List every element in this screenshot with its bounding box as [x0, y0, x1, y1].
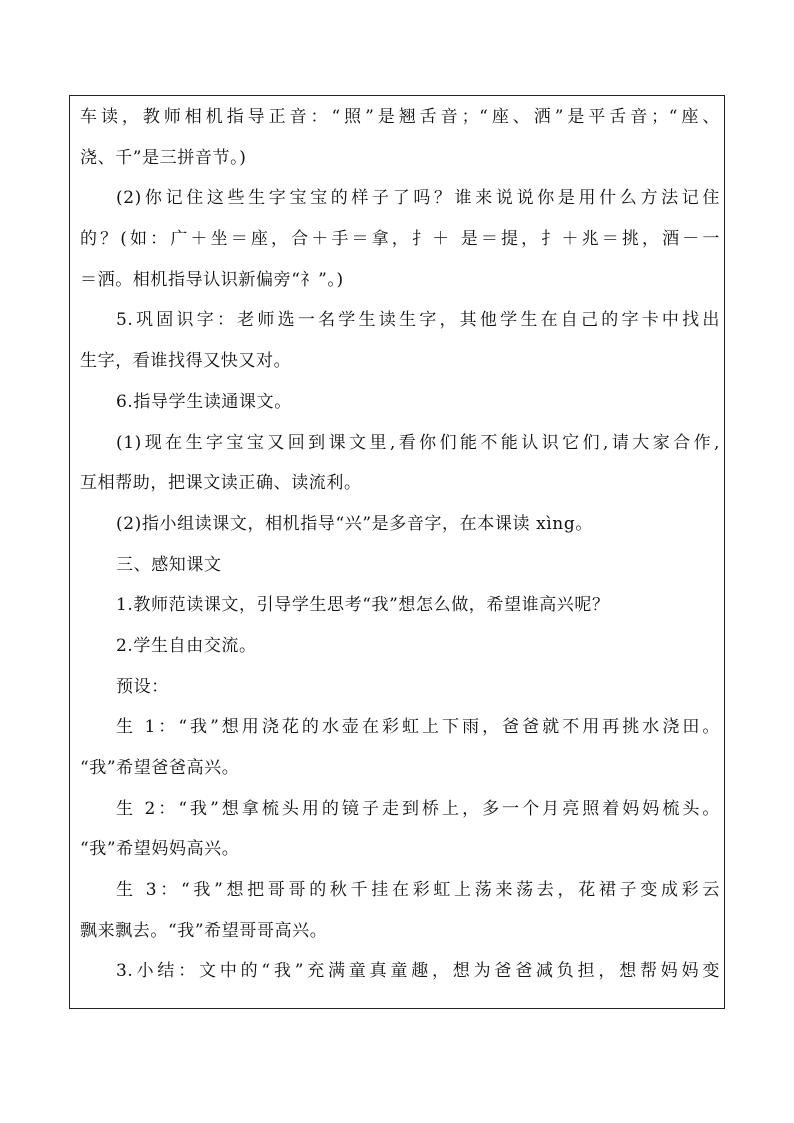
text-line: “我”希望妈妈高兴。 — [80, 839, 240, 860]
text-line: (2)你记住这些生字宝宝的样子了吗？谁来说说你是用什么方法记住 — [116, 188, 720, 209]
text-line: (2)指小组读课文，相机指导“兴”是多音字，在本课读 xìng。 — [116, 513, 593, 534]
text-line: 预设： — [116, 676, 169, 697]
text-line: 互相帮助，把课文读正确、读流利。 — [80, 473, 362, 494]
text-line: “我”希望爸爸高兴。 — [80, 758, 240, 778]
lesson-plan-table-cell — [69, 95, 725, 1009]
text-line: 生 2：“我”想拿梳头用的镜子走到桥上，多一个月亮照着妈妈梳头。 — [116, 798, 720, 819]
text-line: 6.指导学生读通课文。 — [116, 391, 292, 412]
text-line: 浇、千”是三拼音节。) — [80, 147, 247, 168]
text-line: 1.教师范读课文，引导学生思考“我”想怎么做，希望谁高兴呢？ — [116, 595, 610, 616]
lesson-text-body — [80, 97, 720, 992]
text-line: 生 3：“我”想把哥哥的秋千挂在彩虹上荡来荡去，花裙子变成彩云 — [116, 880, 720, 901]
text-line: 5.巩固识字：老师选一名学生读生字，其他学生在自己的字卡中找出 — [116, 310, 720, 331]
text-line: 生字，看谁找得又快又对。 — [80, 351, 292, 372]
text-line: 3.小结：文中的“我”充满童真童趣，想为爸爸减负担，想帮妈妈变 — [116, 961, 720, 982]
text-line: 的？(如：广＋坐＝座，合＋手＝拿，扌＋ 是＝提，扌＋兆＝挑，酒－一 — [80, 229, 720, 250]
section-heading: 三、感知课文 — [116, 554, 222, 575]
text-line: (1)现在生字宝宝又回到课文里,看你们能不能认识它们,请大家合作, — [116, 432, 720, 453]
text-line: 2.学生自由交流。 — [116, 635, 257, 656]
text-line: 车读，教师相机指导正音：“照”是翘舌音；“座、洒”是平舌音；“座、 — [80, 107, 720, 127]
text-line: 飘来飘去。“我”希望哥哥高兴。 — [80, 920, 328, 941]
text-line: 生 1：“我”想用浇花的水壶在彩虹上下雨，爸爸就不用再挑水浇田。 — [116, 717, 720, 738]
text-line: ＝洒。相机指导认识新偏旁“礻”。) — [80, 269, 344, 290]
